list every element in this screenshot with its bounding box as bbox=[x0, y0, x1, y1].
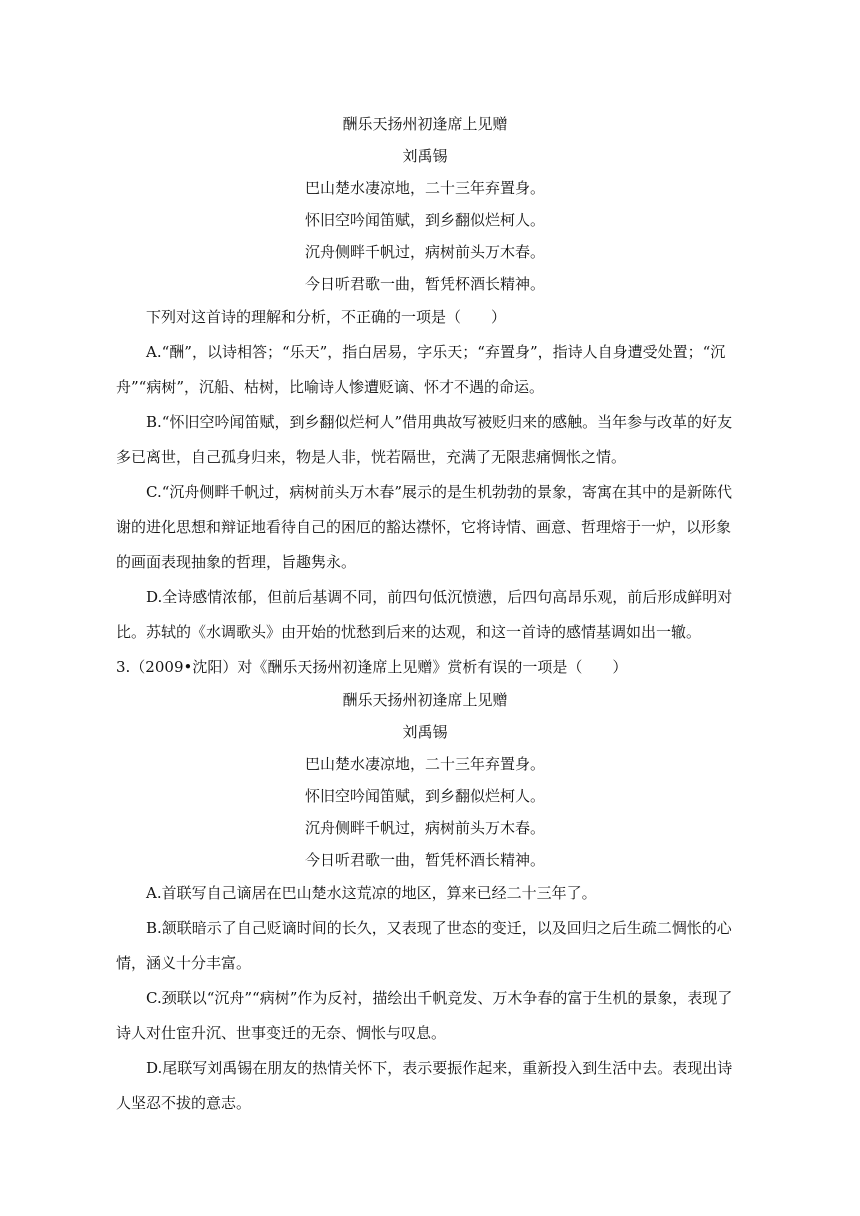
poem-block-1 bbox=[116, 108, 734, 300]
poem-title: 酬乐天扬州初逢席上见赠 bbox=[342, 115, 508, 133]
poem-line: 巴山楚水凄凉地，二十三年弃置身。 bbox=[304, 179, 545, 197]
document-page bbox=[116, 108, 734, 1121]
option-b: B.“怀旧空吟闻笛赋，到乡翻似烂柯人”借用典故写被贬归来的感触。当年参与改革的好友多已离世，自己孤身归来，物是人非，恍若隔世，充满了无限悲痛惆怅之情。 bbox=[116, 413, 733, 466]
option-c: C.“沉舟侧畔千帆过，病树前头万木春”展示的是生机勃勃的景象，寄寓在其中的是新陈代谢的进化思想和辩证地看待自己的困厄的豁达襟怀，它将诗情、画意、哲理熔于一炉，以形象的画面表现抽象的哲理，旨趣隽永。 bbox=[116, 483, 733, 571]
poem-author: 刘禹锡 bbox=[402, 723, 448, 741]
poem-author: 刘禹锡 bbox=[402, 147, 448, 165]
option-c: C.颈联以“沉舟”“病树”作为反衬，描绘出千帆竞发、万木争春的富于生机的景象，表现了诗人对仕宦升沉、世事变迁的无奈、惆怅与叹息。 bbox=[116, 989, 733, 1042]
option-d: D.尾联写刘禹锡在朋友的热情关怀下，表示要振作起来，重新投入到生活中去。表现出诗人坚忍不拔的意志。 bbox=[116, 1059, 733, 1112]
poem-title: 酬乐天扬州初逢席上见赠 bbox=[342, 691, 508, 709]
option-b: B.颔联暗示了自己贬谪时间的长久，又表现了世态的变迁，以及回归之后生疏二惆怅的心情，涵义十分丰富。 bbox=[116, 919, 732, 972]
poem-line: 怀旧空吟闻笛赋，到乡翻似烂柯人。 bbox=[304, 211, 545, 229]
option-a: A.“酬”，以诗相答；“乐天”，指白居易，字乐天；“弃置身”，指诗人自身遭受处置；“沉舟”“病树”，沉船、枯树，比喻诗人惨遭贬谪、怀才不遇的命运。 bbox=[116, 343, 726, 396]
poem-line: 巴山楚水凄凉地，二十三年弃置身。 bbox=[304, 755, 545, 773]
options-block-2 bbox=[116, 876, 734, 1121]
poem-line: 沉舟侧畔千帆过，病树前头万木春。 bbox=[304, 243, 545, 261]
question-stem: 下列对这首诗的理解和分析，不正确的一项是（ ） bbox=[146, 308, 507, 326]
poem-line: 沉舟侧畔千帆过，病树前头万木春。 bbox=[304, 819, 545, 837]
option-a: A.首联写自己谪居在巴山楚水这荒凉的地区，算来已经二十三年了。 bbox=[146, 884, 597, 902]
poem-line: 今日听君歌一曲，暂凭杯酒长精神。 bbox=[304, 275, 545, 293]
poem-block-2 bbox=[116, 684, 734, 876]
options-block-1 bbox=[116, 335, 734, 650]
poem-line: 怀旧空吟闻笛赋，到乡翻似烂柯人。 bbox=[304, 787, 545, 805]
question-3-stem: 3.（2009•沈阳）对《酬乐天扬州初逢席上见赠》赏析有误的一项是（ ） bbox=[116, 658, 628, 676]
option-d: D.全诗感情浓郁，但前后基调不同，前四句低沉愤懑，后四句高昂乐观，前后形成鲜明对比。苏轼的《水调歌头》由开始的忧愁到后来的达观，和这一首诗的感情基调如出一辙。 bbox=[116, 588, 733, 641]
poem-line: 今日听君歌一曲，暂凭杯酒长精神。 bbox=[304, 851, 545, 869]
